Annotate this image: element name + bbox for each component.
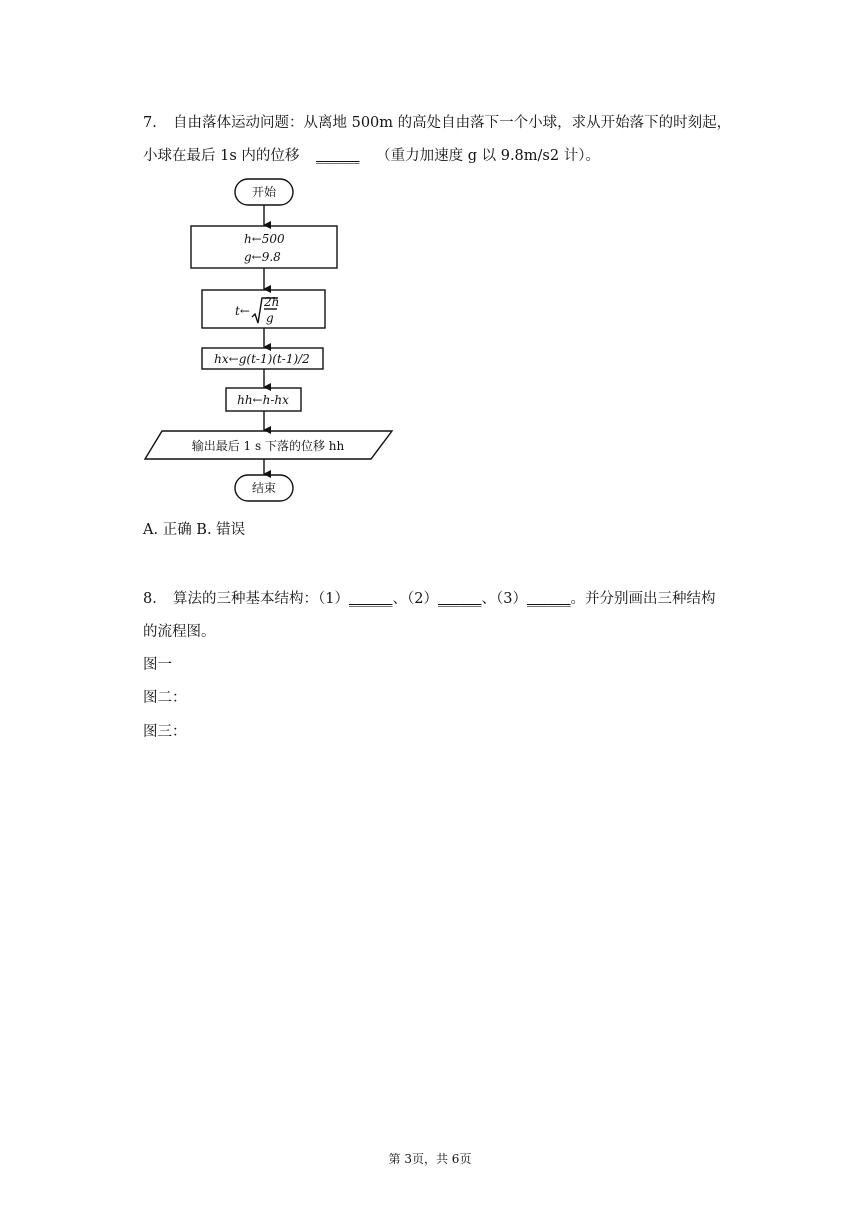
q7-text-line2-pre: 小球在最后 1s 内的位移 [143, 148, 300, 164]
q7-line2 [143, 146, 600, 166]
q8-figure-3-label: 图三： [143, 724, 187, 740]
q8-text-c: 、（3） [481, 591, 527, 607]
q8-text-b: 、（2） [392, 591, 438, 607]
q7-line1 [143, 113, 731, 133]
q7-options [143, 520, 245, 540]
flowchart-start-label: 开始 [251, 185, 277, 199]
page-footer: 第 3页，共 6页 [388, 1152, 472, 1166]
flowchart-assign-h: h←500 [244, 232, 285, 246]
q8-figure-2-label: 图二： [143, 690, 187, 706]
q7-number: 7. [143, 115, 157, 131]
q8-blank-2[interactable]: ______ [437, 591, 482, 607]
q7-flowchart [140, 174, 400, 506]
q7-options-text[interactable]: A. 正确 B. 错误 [143, 522, 246, 538]
q8-number: 8. [143, 591, 157, 607]
q7-text-line1: 自由落体运动问题：从离地 500m 的高处自由落下一个小球，求从开始落下的时刻起， [173, 115, 732, 131]
flowchart-assign-t-numerator: 2h [264, 295, 280, 309]
flowchart-assign-g: g←9.8 [244, 250, 281, 264]
q8-line2: 的流程图。 [143, 624, 216, 640]
q8-text-d: 。并分别画出三种结构 [570, 591, 716, 607]
flowchart-assign-t-lhs: t← [235, 304, 250, 318]
flowchart-output-label: 输出最后 1 s 下落的位移 hh [191, 439, 345, 453]
flowchart-end-label: 结束 [251, 481, 277, 495]
flowchart-assign-hh: hh←h-hx [237, 393, 289, 407]
q8-blank-1[interactable]: ______ [348, 591, 393, 607]
q7-answer-blank[interactable]: ______ [316, 148, 360, 164]
flowchart-assign-t-denominator: g [266, 311, 274, 325]
q8-line1 [143, 589, 715, 609]
q8-blank-3[interactable]: ______ [526, 591, 571, 607]
q8-text-a: 算法的三种基本结构：（1） [173, 591, 349, 607]
q7-text-line2-post: （重力加速度 g 以 9.8m/s2 计）。 [376, 148, 600, 164]
q8-figure-1-label: 图一 [143, 657, 172, 673]
flowchart-assign-hx: hx←g(t-1)(t-1)/2 [214, 352, 310, 366]
